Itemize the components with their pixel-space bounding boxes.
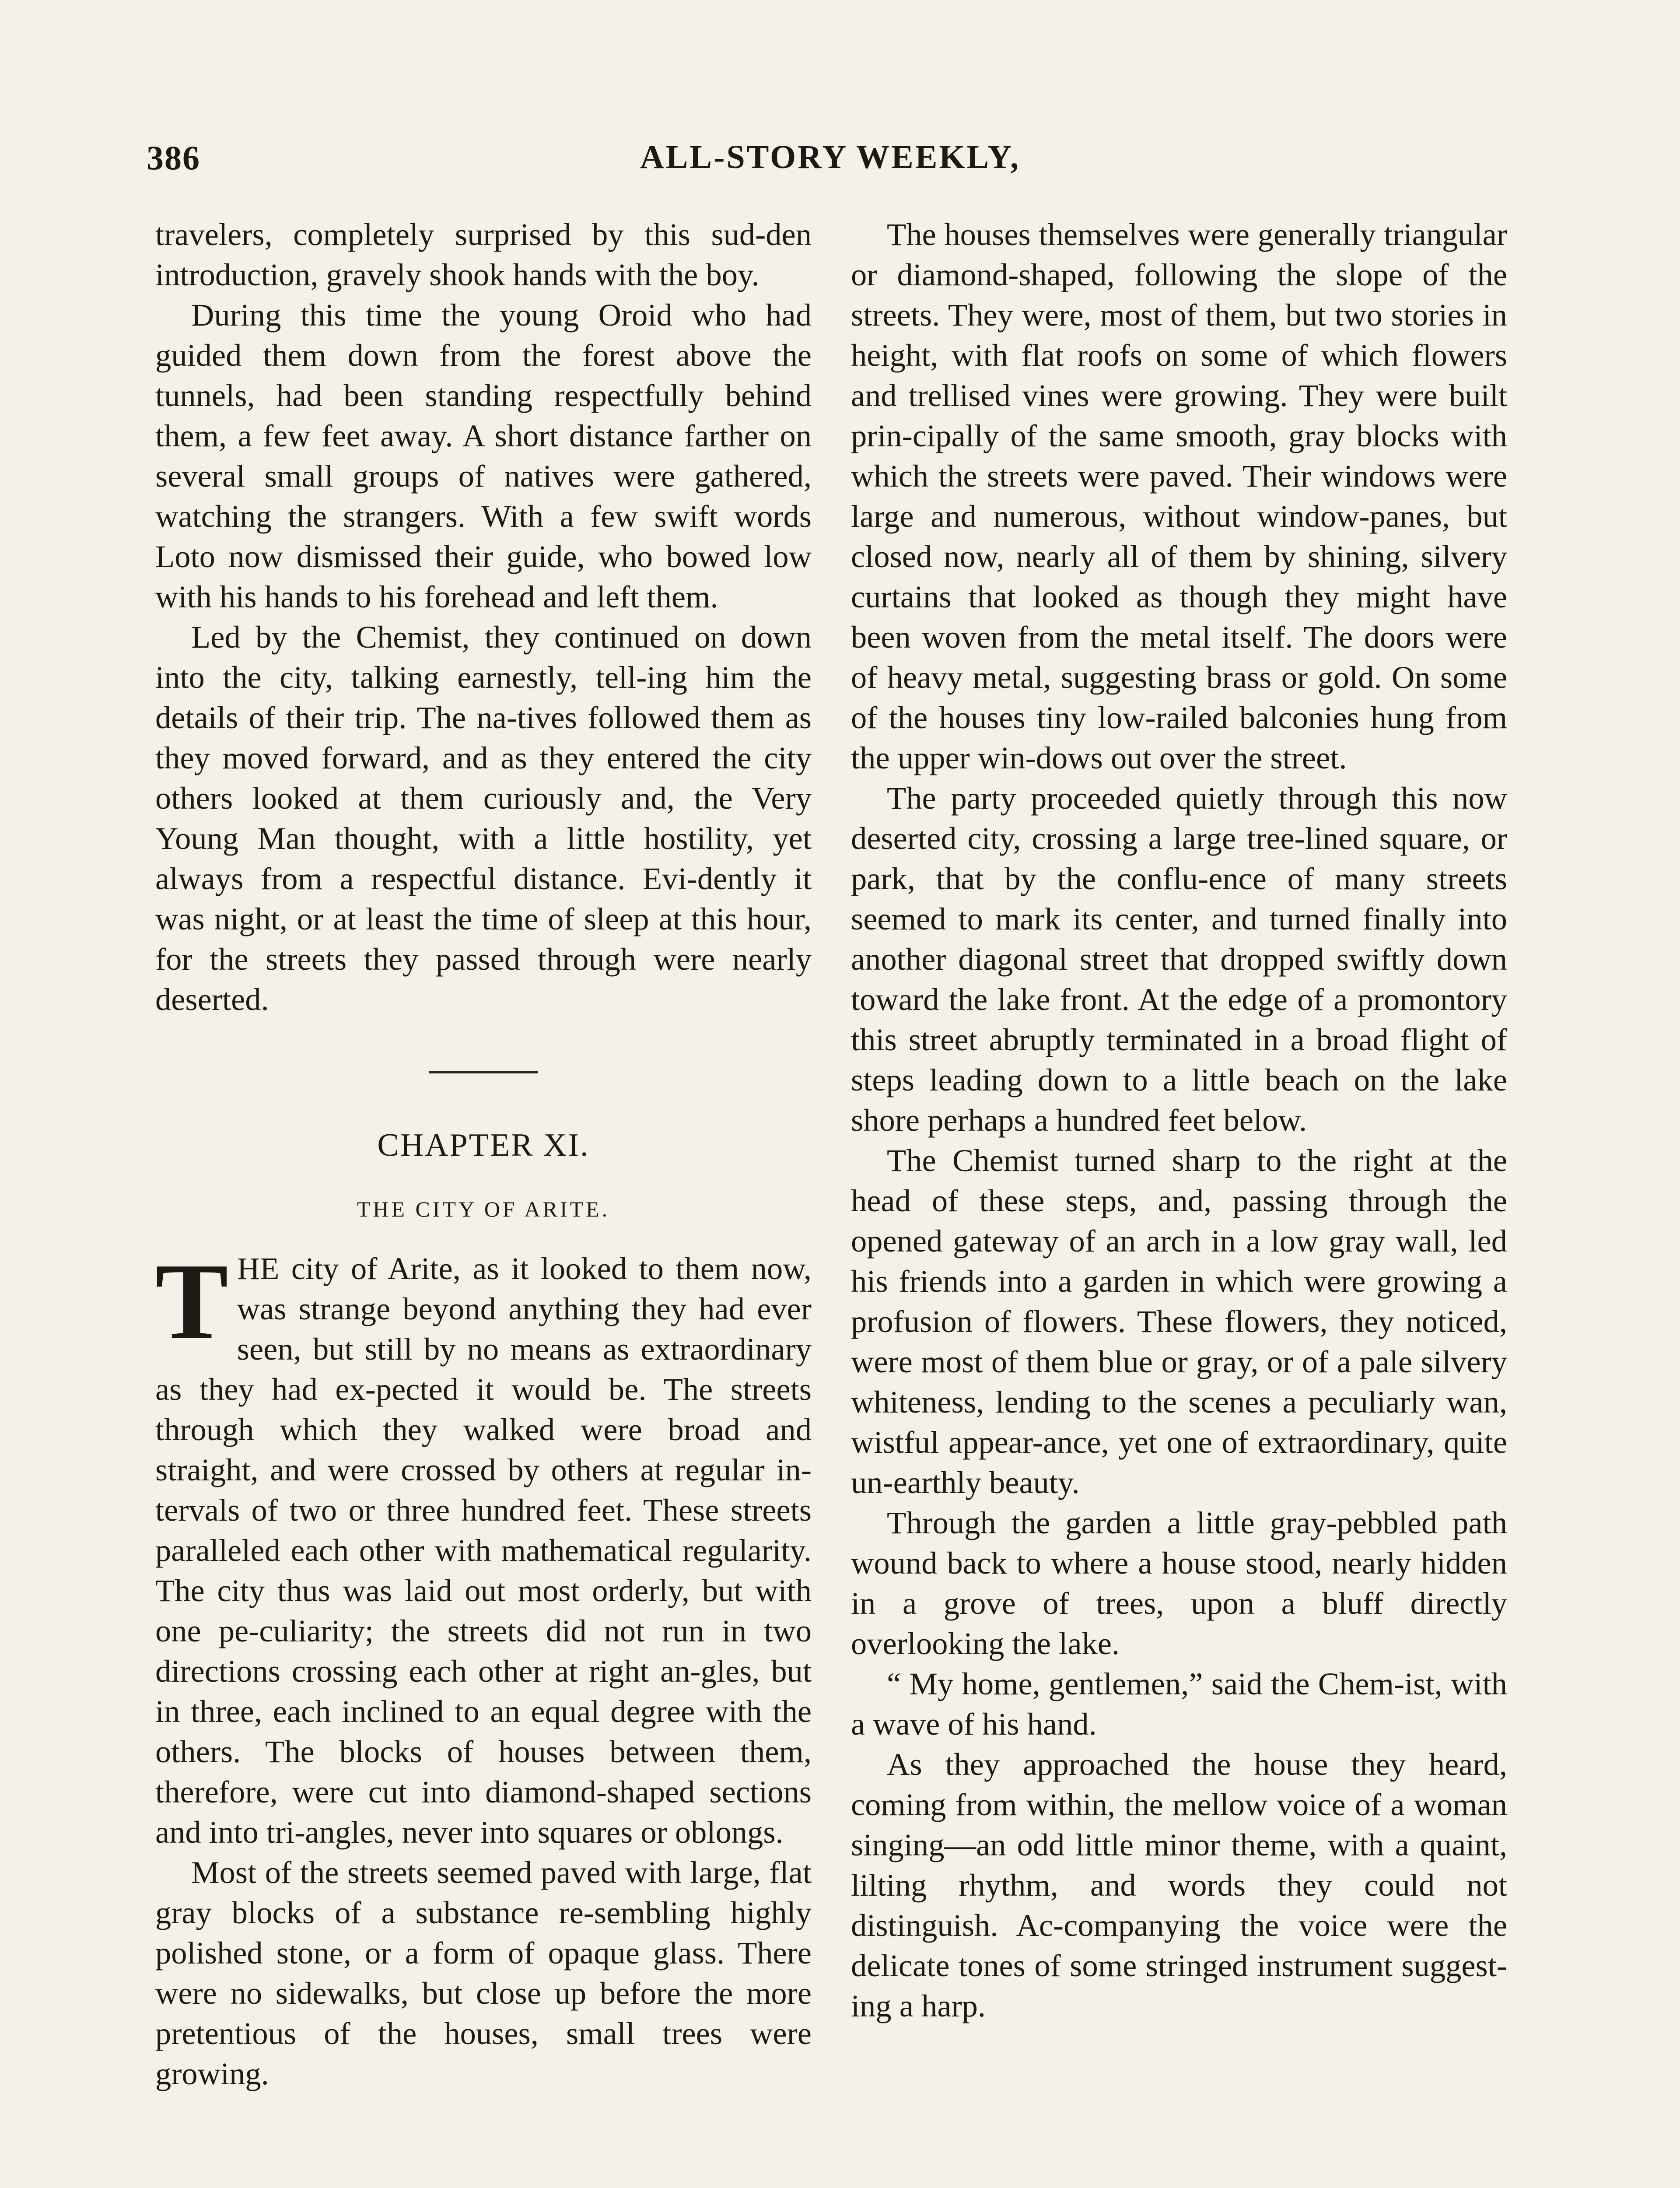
right-column — [851, 214, 1507, 2026]
paragraph: As they approached the house they heard, coming from within, the mellow voice of a woman singing—an odd little minor theme, with a quaint, lilting rhythm, and words they could not distinguish. Ac-companying the voice were the delicate tones of some stringed instrument suggest-ing a harp. — [851, 1746, 1507, 2023]
paragraph: The party proceeded quietly through this now deserted city, crossing a large tree-lined square, or park, that by the conflu-ence of many streets seemed to mark its center, and turned finally into another diagonal street that dropped swiftly down toward the lake front. At the edge of a promontory this street abruptly terminated in a broad flight of steps leading down to a little beach on the lake shore perhaps a hundred feet below. — [851, 780, 1507, 1138]
section-divider — [429, 1071, 538, 1073]
drop-cap: T — [155, 1241, 228, 1362]
chapter-title: CHAPTER XI. — [377, 1127, 590, 1163]
page-number: 386 — [147, 139, 200, 177]
paragraph: travelers, completely surprised by this sud-den introduction, gravely shook hands with the boy. — [155, 217, 812, 292]
running-head: ALL-STORY WEEKLY, — [640, 139, 1021, 175]
paragraph: The Chemist turned sharp to the right at the head of these steps, and, passing through the opened gateway of an arch in a low gray wall, led his friends into a garden in which were growing a profusion of flowers. These flowers, they noticed, were most of them blue or gray, or of a pale silvery whiteness, lending to the scenes a peculiarly wan, wistful appear-ance, yet one of extraordinary, quite un-earthly beauty. — [851, 1143, 1507, 1500]
paragraph: “ My home, gentlemen,” said the Chem-ist, with a wave of his hand. — [851, 1666, 1507, 1742]
paragraph: Led by the Chemist, they continued on down into the city, talking earnestly, tell-ing him the details of their trip. The na-tives followed them as they moved forward, and as they entered the city others looked at them curiously and, the Very Young Man thought, with a little hostility, yet always from a respectful distance. Evi-dently it was night, or at least the time of sleep at this hour, for the streets they passed through were nearly deserted. — [155, 619, 812, 1017]
paragraph-text: HE city of Arite, as it looked to them now, was strange beyond anything they had ever seen, but still by no means as extraordinary as they had ex-pected it would be. The streets through which they walked were broad and straight, and were crossed by others at regular in-tervals of two or three hundred feet. These streets paralleled each other with mathematical regularity. The city thus was laid out most orderly, but with one pe-culiarity; the streets did not run in two directions crossing each other at right an-gles, but in three, each inclined to an equal degree with the others. The blocks of houses between them, therefore, were cut into diamond-shaped sections and into tri-angles, never into squares or oblongs. — [155, 1251, 812, 1850]
left-column — [155, 214, 812, 2094]
chapter-opening-paragraph — [155, 1241, 812, 1852]
page-header — [147, 138, 1514, 186]
paragraph: During this time the young Oroid who had guided them down from the forest above the tunnels, had been standing respectfully behind them, a few feet away. A short distance farther on several small groups of natives were gathered, watching the strangers. With a few swift words Loto now dismissed their guide, who bowed low with his hands to his forehead and left them. — [155, 297, 812, 614]
paragraph: Most of the streets seemed paved with large, flat gray blocks of a substance re-sembling highly polished stone, or a form of opaque glass. There were no sidewalks, but close up before the more pretentious of the houses, small trees were growing. — [155, 1855, 812, 2091]
chapter-subtitle: THE CITY OF ARITE. — [357, 1197, 610, 1221]
paragraph: The houses themselves were generally triangular or diamond-shaped, following the slope of the streets. They were, most of them, but two stories in height, with flat roofs on some of which flowers and trellised vines were growing. They were built prin-cipally of the same smooth, gray blocks with which the streets were paved. Their windows were large and numerous, without window-panes, but closed now, nearly all of them by shining, silvery curtains that looked as though they might have been woven from the metal itself. The doors were of heavy metal, suggesting brass or gold. On some of the houses tiny low-railed balconies hung from the upper win-dows out over the street. — [851, 217, 1507, 775]
paragraph: Through the garden a little gray-pebbled path wound back to where a house stood, nearly hidden in a grove of trees, upon a bluff directly overlooking the lake. — [851, 1505, 1507, 1661]
